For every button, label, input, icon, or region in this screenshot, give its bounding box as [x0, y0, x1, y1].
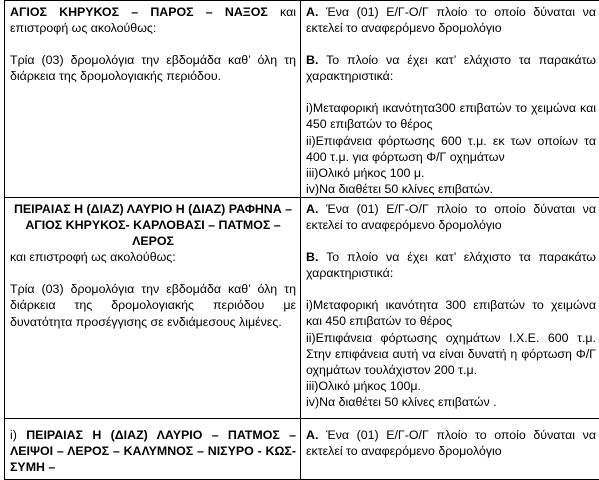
requirements-cell — [301, 418, 599, 479]
route-cell — [5, 1, 301, 198]
route-prefix: i) — [10, 428, 26, 442]
spec-item: iv)Να διαθέτει 50 κλίνες επιβατών. — [306, 181, 596, 197]
route-title: ΑΓΙΟΣ ΚΗΡΥΚΟΣ – ΠΑΡΟΣ – ΝΑΞΟΣ — [10, 5, 268, 19]
spec-item: ii)Επιφάνεια φόρτωσης οχημάτων Ι.Χ.Ε. 600 τ.μ. Στην επιφάνεια αυτή να είναι δυνατή η φόρτωση Φ/Γ οχημάτων τουλάχιστον 200 τ.μ. — [306, 330, 596, 378]
route-description — [10, 427, 296, 475]
requirements-cell — [301, 1, 599, 198]
requirement-b — [306, 249, 596, 281]
route-suffix: και επιστροφή ως ακολούθως: — [10, 250, 176, 264]
route-suffix: και επιστροφή ως ακολούθως: — [10, 5, 296, 35]
schedule-text: Τρία (03) δρομολόγια την εβδομάδα καθ’ όλη τη διάρκεια της δρομολογιακής περιόδου με δυνατότητα προσέγγισης σε ενδιάμεσους λιμένες. — [10, 281, 296, 329]
table-row — [5, 418, 599, 479]
requirement-a-label: Α. — [306, 202, 318, 216]
requirement-b-label: Β. — [306, 53, 318, 67]
route-title-line: ΑΓΙΟΣ ΚΗΡΥΚΟΣ- ΚΑΡΛΟΒΑΣΙ – ΠΑΤΜΟΣ – ΛΕΡΟΣ — [10, 217, 296, 249]
requirement-a-text: Ένα (01) Ε/Γ-Ο/Γ πλοίο το οποίο δύναται να εκτελεί το αναφερόμενο δρομολόγιο — [306, 202, 596, 232]
spec-item: i)Μεταφορική ικανότητα300 επιβατών το χειμώνα και 450 επιβατών το θέρος — [306, 100, 596, 132]
routes-table — [4, 0, 599, 480]
requirement-b-text: Το πλοίο να έχει κατ’ ελάχιστο τα παρακάτω χαρακτηριστικά: — [306, 250, 596, 280]
spec-item: iii)Ολικό μήκος 100 μ. — [306, 165, 596, 181]
route-description — [10, 201, 296, 265]
route-description — [10, 4, 296, 36]
route-cell — [5, 418, 301, 479]
route-title-line: ΠΕΙΡΑΙΑΣ Η (ΔΙΑΖ) ΛΑΥΡΙΟ Η (ΔΙΑΖ) ΡΑΦΗΝΑ – — [10, 201, 296, 217]
requirement-b — [306, 52, 596, 84]
route-cell — [5, 197, 301, 418]
spec-item: ii)Επιφάνεια φόρτωσης 600 τ.μ. εκ των οποίων τα 400 τ.μ. για φόρτωση Φ/Γ οχημάτων — [306, 133, 596, 165]
table-row — [5, 197, 599, 418]
requirement-a-text: Ένα (01) Ε/Γ-Ο/Γ πλοίο το οποίο δύναται να εκτελεί το αναφερόμενο δρομολόγιο — [306, 5, 596, 35]
requirement-a-text: Ένα (01) Ε/Γ-Ο/Γ πλοίο το οποίο δύναται να εκτελεί το αναφερόμενο δρομολόγιο — [306, 428, 596, 458]
requirement-a-label: Α. — [306, 428, 318, 442]
requirement-b-text: Το πλοίο να έχει κατ’ ελάχιστο τα παρακάτω χαρακτηριστικά: — [306, 53, 596, 83]
requirement-a — [306, 427, 596, 459]
spec-item: iv)Να διαθέτει 50 κλίνες επιβατών . — [306, 394, 596, 410]
route-title: ΠΕΙΡΑΙΑΣ Η (ΔΙΑΖ) ΛΑΥΡΙΟ – ΠΑΤΜΟΣ – ΛΕΙΨΟΙ – ΛΕΡΟΣ – ΚΑΛΥΜΝΟΣ – ΝΙΣΥΡΟ - ΚΩΣ- ΣΥΜΗ – — [10, 428, 296, 474]
requirement-a-label: Α. — [306, 5, 318, 19]
table-row — [5, 1, 599, 198]
schedule-text: Τρία (03) δρομολόγια την εβδομάδα καθ’ όλη τη διάρκεια της δρομολογιακής περιόδου. — [10, 52, 296, 84]
requirement-a — [306, 4, 596, 36]
spec-item: iii)Ολικό μήκος 100μ. — [306, 378, 596, 394]
requirement-a — [306, 201, 596, 233]
requirements-cell — [301, 197, 599, 418]
requirement-b-label: Β. — [306, 250, 318, 264]
spec-item: i)Μεταφορική ικανότητα 300 επιβατών το χειμώνα και 450 επιβατών το θέρος — [306, 297, 596, 329]
